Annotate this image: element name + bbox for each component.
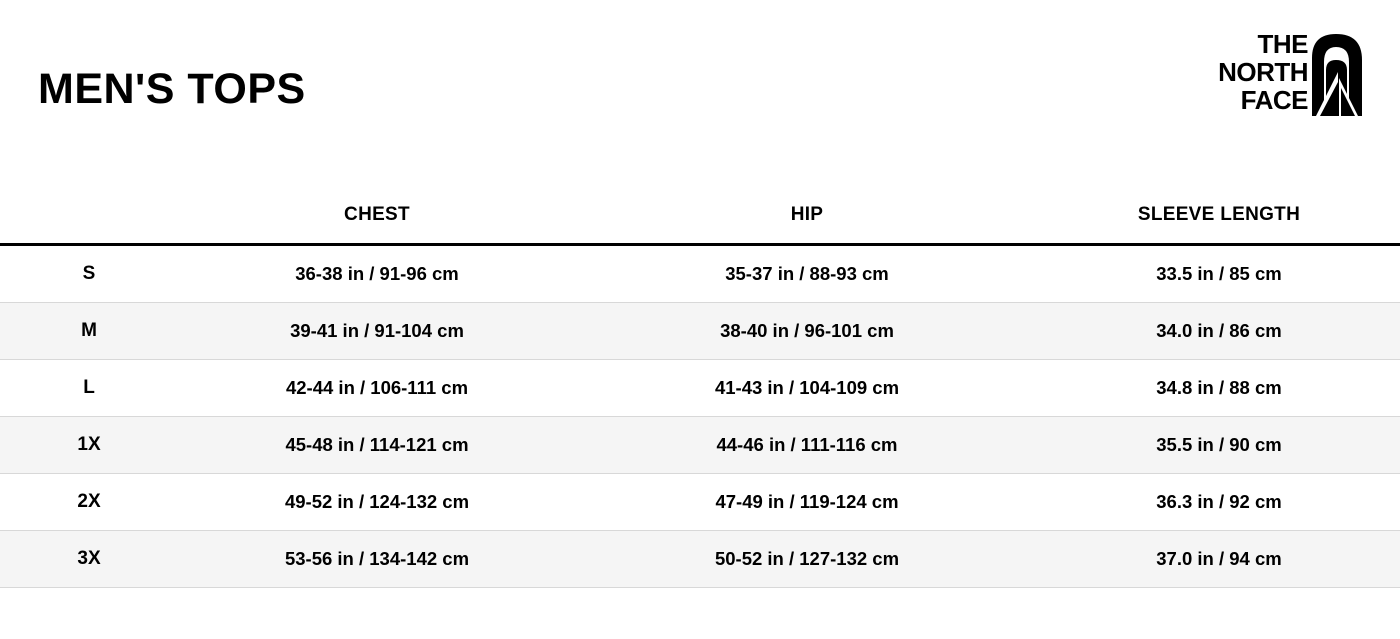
brand-logo (1184, 30, 1366, 116)
cell-hip: 35-37 in / 88-93 cm (725, 263, 889, 284)
table-row (0, 360, 1400, 417)
cell-size: 3X (77, 548, 101, 569)
table-row (0, 303, 1400, 360)
cell-sleeve: 34.8 in / 88 cm (1156, 377, 1282, 398)
cell-sleeve: 37.0 in / 94 cm (1156, 548, 1282, 569)
brand-logo-text (1184, 30, 1308, 114)
size-chart-table (0, 186, 1400, 588)
cell-sleeve: 36.3 in / 92 cm (1156, 491, 1282, 512)
cell-hip: 47-49 in / 119-124 cm (715, 491, 899, 512)
half-dome-logo-icon (1308, 32, 1366, 116)
table-row (0, 474, 1400, 531)
brand-logo-line-1: THE (1257, 29, 1308, 59)
page-title: MEN'S TOPS (38, 65, 306, 113)
cell-sleeve: 34.0 in / 86 cm (1156, 320, 1282, 341)
cell-size: 1X (77, 434, 101, 455)
cell-sleeve: 33.5 in / 85 cm (1156, 263, 1282, 284)
brand-logo-line-2: NORTH (1218, 57, 1308, 87)
cell-hip: 38-40 in / 96-101 cm (720, 320, 894, 341)
cell-chest: 49-52 in / 124-132 cm (284, 491, 470, 512)
cell-chest: 36-38 in / 91-96 cm (295, 263, 459, 284)
brand-logo-line-3: FACE (1240, 85, 1308, 115)
table-row (0, 531, 1400, 588)
cell-hip: 50-52 in / 127-132 cm (714, 548, 900, 569)
cell-hip: 44-46 in / 111-116 cm (716, 434, 898, 455)
table-row (0, 417, 1400, 474)
page-header (0, 0, 1400, 160)
cell-size: S (82, 263, 96, 284)
column-header-hip: HIP (790, 203, 824, 225)
cell-size: L (83, 377, 95, 398)
cell-size: M (81, 320, 97, 341)
cell-chest: 53-56 in / 134-142 cm (284, 548, 470, 569)
column-header-chest: CHEST (344, 203, 410, 225)
cell-chest: 42-44 in / 106-111 cm (285, 377, 469, 398)
cell-chest: 45-48 in / 114-121 cm (285, 434, 469, 455)
cell-chest: 39-41 in / 91-104 cm (290, 320, 464, 341)
table-header-row (0, 186, 1400, 246)
cell-sleeve: 35.5 in / 90 cm (1156, 434, 1282, 455)
table-row (0, 246, 1400, 303)
cell-hip: 41-43 in / 104-109 cm (714, 377, 900, 398)
cell-size: 2X (77, 491, 101, 512)
column-header-sleeve-length: SLEEVE LENGTH (1137, 203, 1301, 225)
